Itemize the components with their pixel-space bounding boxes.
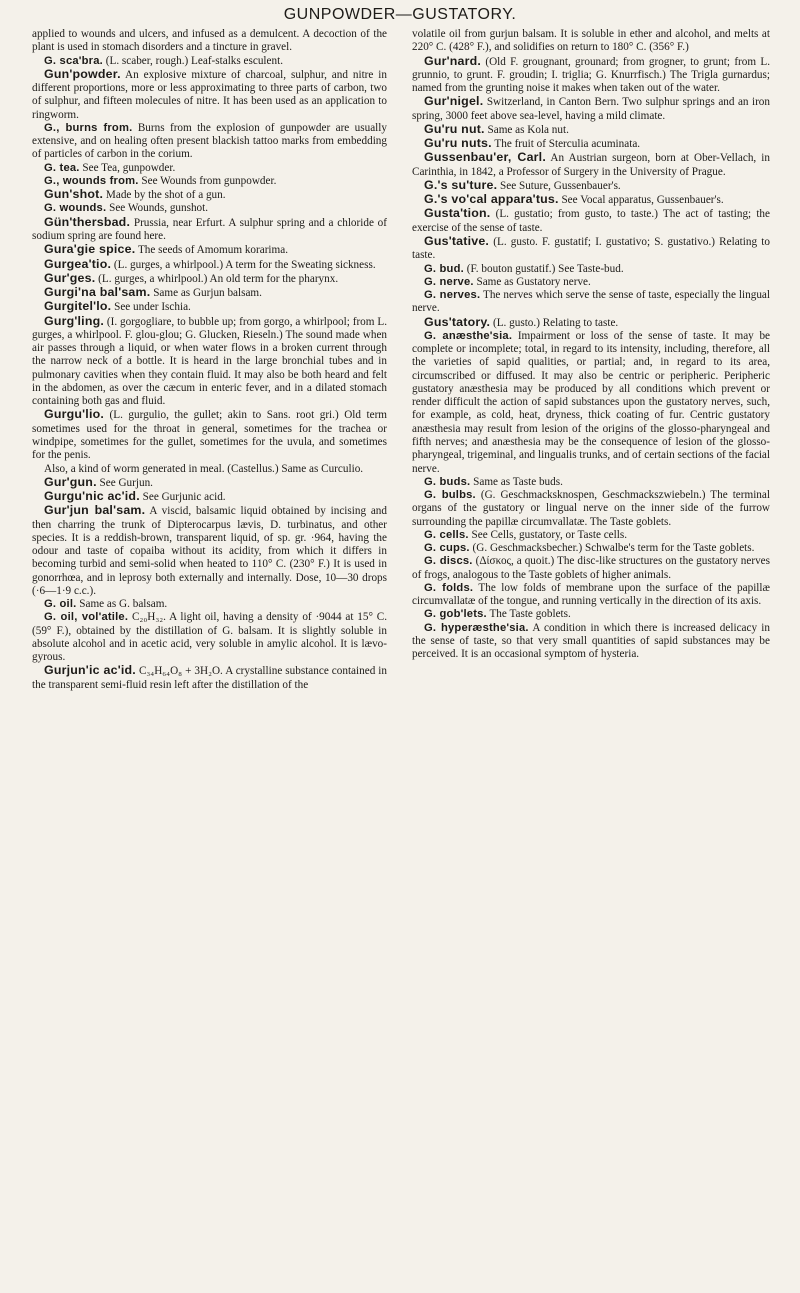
dictionary-entry — [32, 243, 387, 257]
dictionary-entry — [32, 611, 387, 664]
entry-headword: G. tea. — [44, 161, 80, 174]
dictionary-entry — [412, 55, 770, 96]
entry-headword: Gurgu'nic ac'id. — [44, 489, 140, 504]
entry-definition: (Δίσκος, a quoit.) The disc-like structures on the gustatory nerves of frogs, analogous to the Taste goblets of higher animals. — [412, 555, 770, 581]
entry-headword: Gur'ges. — [44, 270, 96, 285]
entry-definition: See under Ischia. — [111, 301, 191, 314]
entry-headword: G. sca'bra. — [44, 54, 103, 67]
dictionary-entry — [32, 122, 387, 162]
dictionary-entry — [412, 476, 770, 489]
running-head: GUNPOWDER—GUSTATORY. — [283, 6, 517, 23]
entry-headword: Gu'ru nuts. — [424, 136, 492, 151]
entry-headword: G. buds. — [424, 475, 471, 488]
entry-headword: Gur'jun bal'sam. — [44, 503, 146, 518]
entry-headword: G. gob'lets. — [424, 608, 487, 621]
entry-definition: The fruit of Sterculia acuminata. — [491, 138, 641, 151]
entry-definition: Switzerland, in Canton Bern. Two sulphur springs and an iron spring, 3000 feet above sea-level, having a mild climate. — [412, 96, 770, 122]
entry-headword: Gur'gun. — [44, 474, 97, 489]
entry-definition: (L. gusto. F. gustatif; I. gustativo; S. gustativo.) Relating to taste. — [412, 235, 770, 262]
entry-headword: G. oil. — [44, 598, 77, 611]
dictionary-entry — [32, 490, 387, 504]
dictionary-entry — [32, 188, 387, 202]
dictionary-entry — [412, 555, 770, 582]
dictionary-entry — [412, 137, 770, 151]
entry-headword: G.'s vo'cal appara'tus. — [424, 192, 559, 207]
entry-headword: Gur'nigel. — [424, 94, 484, 109]
dictionary-entry — [32, 300, 387, 314]
dictionary-entry — [32, 162, 387, 175]
entry-definition: (L. gurges, a whirlpool.) A term for the Sweating sickness. — [111, 258, 376, 271]
dictionary-entry — [32, 476, 387, 490]
entry-definition: See Wounds, gunshot. — [106, 202, 209, 215]
entry-definition: (L. gurges, a whirlpool.) An old term for the pharynx. — [95, 272, 339, 285]
entry-headword: Gun'shot. — [44, 187, 104, 202]
dictionary-entry — [412, 28, 770, 55]
entry-definition: The Taste goblets. — [486, 608, 571, 621]
entry-definition: Burns from the explosion of gunpowder are usually extensive, and on healing often present blackish tattoo marks from embedding of particles of carbon in the corium. — [32, 121, 387, 161]
entry-headword: G. nerves. — [424, 289, 481, 302]
entry-headword: G. cups. — [424, 542, 470, 555]
entry-headword: Gun'powder. — [44, 66, 121, 81]
entry-headword: Gussenbau'er, Carl. — [424, 150, 546, 165]
entry-headword: G. discs. — [424, 555, 473, 568]
entry-headword: G. anæsthe'sia. — [424, 329, 513, 342]
dictionary-entry — [412, 529, 770, 542]
dictionary-entry — [412, 235, 770, 263]
entry-definition: See Gurjunic acid. — [139, 491, 226, 504]
entry-definition: Same as Gustatory nerve. — [473, 275, 591, 288]
entry-headword: Gurgea'tio. — [44, 256, 112, 271]
entry-definition: Same as Kola nut. — [484, 123, 569, 136]
dictionary-entry — [412, 263, 770, 276]
entry-definition: (G. Geschmacksbecher.) Schwalbe's term for the Taste goblets. — [469, 542, 755, 555]
entry-definition: Impairment or loss of the sense of taste. It may be complete or incomplete; total, in regard to its intensity, including, therefore, all the varieties of sapid qualities, or partial; and, in regard to its area, circumscribed or diffused. It may also be centric or peripheric. Peripheric gustatory anæsthesia may be produced by all conditions which prevent or render difficult the action of sapid substances upon the gustatory nerves, such, for example, as cold, heat, dryness, thick coating of fur. Centric gustatory anæsthesia may result from lesion of the origins of the glosso-pharyngeal and fifth nerves; and anæsthesia may be the consequence of lesion of the glosso-pharyngeal, trigeminal, and lingualis trunks, and of certain sections of the facial nerve. — [412, 329, 770, 475]
dictionary-entry — [32, 202, 387, 215]
entry-definition: The nerves which serve the sense of taste, especially the lingual nerve. — [412, 289, 770, 315]
entry-headword: G. bud. — [424, 262, 464, 275]
entry-definition: Made by the shot of a gun. — [103, 189, 226, 202]
dictionary-entry — [32, 175, 387, 188]
dictionary-entry — [412, 207, 770, 235]
left-column — [32, 28, 387, 692]
dictionary-entry — [32, 272, 387, 286]
entry-headword: Gus'tatory. — [424, 314, 491, 329]
entry-definition: See Suture, Gussenbauer's. — [497, 179, 621, 192]
entry-headword: G. nerve. — [424, 275, 474, 288]
entry-headword: G. bulbs. — [424, 489, 476, 502]
dictionary-entry — [412, 179, 770, 193]
entry-definition: An explosive mixture of charcoal, sulphur, and nitre in different proportions, more or less approximating to three parts of carbon, two of sulphur, and fifteen molecules of nitre. It has been used as an application to ringworm. — [32, 68, 387, 121]
entry-definition: (G. Geschmacksknospen, Geschmackszwiebeln.) The terminal organs of the gustatory or lingual nerve on the inner side of the furrow surrounding the papillæ circumvallatæ. The Taste goblets. — [412, 489, 770, 528]
entry-definition: (L. gusto.) Relating to taste. — [490, 316, 619, 329]
dictionary-entry — [32, 315, 387, 409]
dictionary-entry — [412, 542, 770, 555]
dictionary-entry — [32, 664, 387, 692]
dictionary-entry — [412, 151, 770, 179]
entry-definition: Also, a kind of worm generated in meal. (Castellus.) Same as Curculio. — [44, 462, 364, 475]
entry-definition: See Wounds from gunpowder. — [138, 174, 277, 187]
entry-definition: See Cells, gustatory, or Taste cells. — [468, 528, 628, 541]
dictionary-entry — [32, 28, 387, 55]
entry-headword: Gün'thersbad. — [44, 214, 131, 229]
entry-definition: A condition in which there is increased delicacy in the sense of taste, so that very small quantities of sapid substances may be perceived. It is an occasional symptom of hysteria. — [412, 621, 770, 661]
entry-headword: G., burns from. — [44, 121, 133, 134]
dictionary-entry — [412, 193, 770, 207]
entry-headword: G.'s su'ture. — [424, 177, 498, 192]
entry-definition: An Austrian surgeon, born at Ober-Vellach, in Carinthia, in 1842, a Professor of Surgery in the University of Prague. — [412, 152, 770, 178]
dictionary-entry — [412, 276, 770, 289]
entry-definition: Prussia, near Erfurt. A sulphur spring and a chloride of sodium spring are found here. — [32, 216, 387, 242]
entry-definition: (Old F. grougnant, grounard; from grogner, to grunt; from L. grunnio, to grunt. F. groudin; I. triglia; G. Knurrfisch.) The Trigla gurnardus; named from the grunting noise it makes when taken out of the water. — [412, 55, 770, 95]
entry-definition: (F. bouton gustatif.) See Taste-bud. — [463, 262, 624, 275]
entry-definition: Same as Taste buds. — [470, 475, 563, 488]
entry-definition: (L. gustatio; from gusto, to taste.) The act of tasting; the exercise of the sense of taste. — [412, 208, 770, 234]
entry-headword: G. wounds. — [44, 202, 107, 215]
dictionary-entry — [32, 286, 387, 300]
entry-headword: G., wounds from. — [44, 174, 139, 187]
entry-definition: The seeds of Amomum korarima. — [135, 244, 289, 257]
entry-definition: A viscid, balsamic liquid obtained by incising and then charring the trunk of Dipterocarpus lævis, D. turbinatus, and other species. It is a reddish-brown, transparent liquid, of sp. gr. ·964, having the odour and taste of copaiba without its acidity, from which it differs in becoming turbid and semi-solid when heated to 110° C. (230° F.) It is used in gonorrhœa, and in leprosy both externally and internally. Dose, 10—30 drops (·6—1·9 c.c.). — [32, 505, 387, 597]
entry-headword: Gurgu'lio. — [44, 407, 105, 422]
dictionary-entry — [412, 622, 770, 662]
dictionary-entry — [412, 489, 770, 529]
entry-headword: G. oil, vol'atile. — [44, 611, 129, 624]
entry-headword: Gu'ru nut. — [424, 121, 485, 136]
entry-definition: (L. gurgulio, the gullet; akin to Sans. root gri.) Old term sometimes used for the throat in general, sometimes for the trachea or windpipe, sometimes for the gullet, sometimes for the uvula, and sometimes for the penis. — [32, 409, 387, 462]
dictionary-entry — [412, 289, 770, 316]
entry-definition: C₂₀H₃₂. A light oil, having a density of ·9044 at 15° C. (59° F.), obtained by the distillation of G. balsam. It is slightly soluble in absolute alcohol and in acetic acid, very soluble in amylic alcohol. It is lævo-gyrous. — [32, 611, 387, 664]
entry-definition: applied to wounds and ulcers, and infused as a demulcent. A decoction of the plant is used in stomach disorders and a tincture in gravel. — [32, 28, 387, 54]
dictionary-entry — [412, 582, 770, 609]
dictionary-entry — [412, 316, 770, 330]
entry-definition: (L. scaber, rough.) Leaf-stalks esculent. — [102, 54, 284, 67]
dictionary-entry — [412, 330, 770, 476]
entry-headword: G. folds. — [424, 581, 474, 594]
entry-definition: See Tea, gunpowder. — [79, 161, 176, 174]
entry-headword: Gusta'tion. — [424, 206, 491, 221]
right-column — [412, 28, 770, 661]
dictionary-entry — [32, 463, 387, 476]
dictionary-entry — [32, 55, 387, 68]
dictionary-entry — [412, 608, 770, 621]
entry-headword: Gurjun'ic ac'id. — [44, 663, 136, 678]
dictionary-entry — [32, 408, 387, 462]
entry-definition: C₃₄H₆₄O₈ + 3H₂O. A crystalline substance contained in the transparent semi-fluid resin left after the distillation of the — [32, 665, 387, 691]
dictionary-entry — [412, 123, 770, 137]
entry-headword: Gurgitel'lo. — [44, 299, 112, 314]
entry-definition: Same as Gurjun balsam. — [150, 287, 262, 300]
entry-definition: See Gurjun. — [96, 476, 153, 489]
dictionary-entry — [412, 95, 770, 123]
entry-headword: Gur'nard. — [424, 53, 482, 68]
entry-definition: See Vocal apparatus, Gussenbauer's. — [558, 194, 724, 207]
dictionary-entry — [32, 258, 387, 272]
entry-headword: Gus'tative. — [424, 233, 490, 248]
entry-headword: G. hyperæsthe'sia. — [424, 621, 529, 634]
entry-definition: (I. gorgogliare, to bubble up; from gorgo, a whirlpool; from L. gurges, a whirlpool. F. glou-glou; G. Glucken, Rieseln.) The sound made when air passes through a liquid, or when water flows in a broken current through the narrow neck of a bottle. It is heard in the large bronchial tubes and in pulmonary cavities when they contain fluid. It may also be both heard and felt in the abdomen, as over the cæcum in enteric fever, and in a dilated stomach containing both gas and fluid. — [32, 315, 387, 408]
entry-definition: volatile oil from gurjun balsam. It is soluble in ether and alcohol, and melts at 220° C. (428° F.), and solidifies on return to 180° C. (356° F.) — [412, 28, 770, 54]
dictionary-entry — [32, 504, 387, 598]
dictionary-entry — [32, 68, 387, 122]
entry-headword: Gurg'ling. — [44, 313, 105, 328]
entry-definition: The low folds of membrane upon the surface of the papillæ circumvallatæ of the tongue, and running vertically in the direction of its axis. — [412, 581, 770, 608]
dictionary-entry — [32, 598, 387, 611]
entry-headword: G. cells. — [424, 528, 469, 541]
entry-definition: Same as G. balsam. — [76, 598, 168, 611]
dictionary-entry — [32, 216, 387, 244]
entry-headword: Gura'gie spice. — [44, 242, 136, 257]
entry-headword: Gurgi'na bal'sam. — [44, 285, 151, 300]
